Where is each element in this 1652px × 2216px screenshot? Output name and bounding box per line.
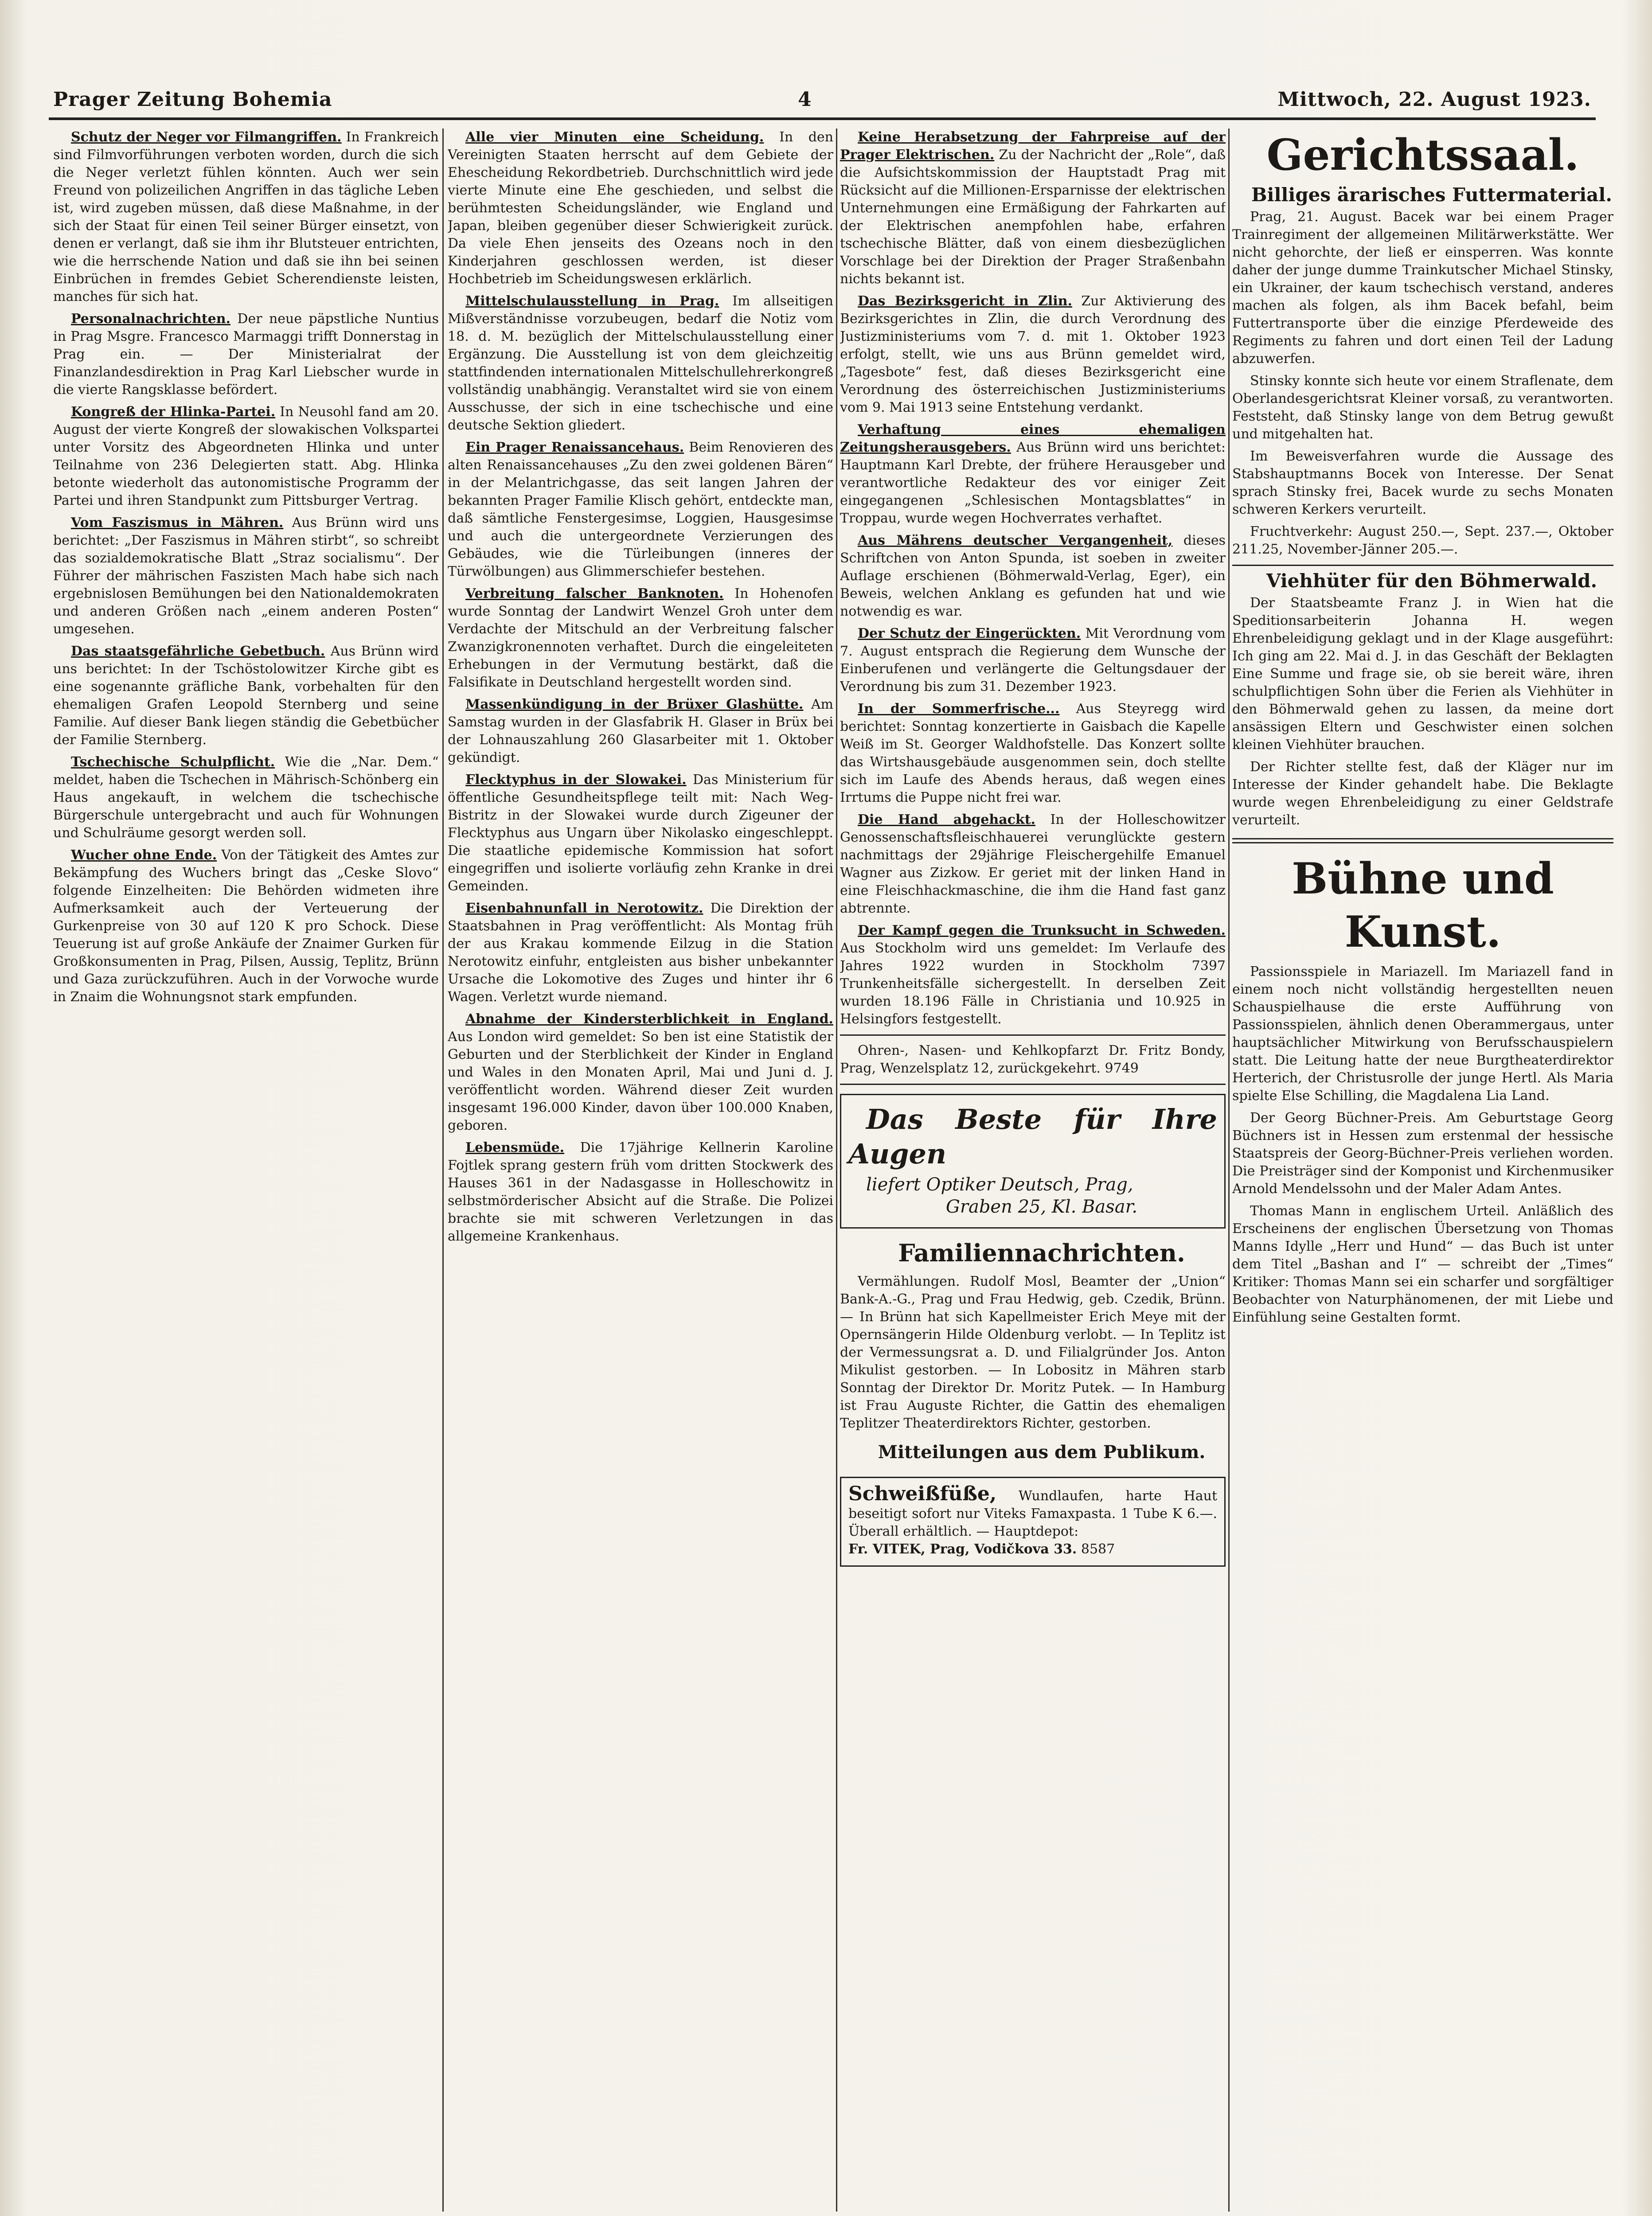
article-paragraph: Thomas Mann in englischem Urteil. Anläßlich des Erscheinens der englischen Übersetzung von Thomas Manns Idylle „Herr und Hund“ — das Buch ist unter dem Titel „Bashan and I“ — schreibt der „Times“ Kritiker: Thomas Mann sei ein scharfer und sorgfältiger Beobachter von Naturphänomenen, der mit Liebe und Einfühlung seine Gestalten formt. [1232,1203,1613,1325]
article-body: Am Samstag wurden in der Glasfabrik H. Glaser in Brüx bei der Lohnauszahlung 260 Glasarbeiter mit 1. Oktober gekündigt. [448,697,833,765]
column-rule [1228,129,1230,2212]
divider [840,1084,1226,1085]
article-body: Wie die „Nar. Dem.“ meldet, haben die Tschechen in Mährisch-Schönberg ein Haus angekauft, in welchem die tschechische Bürgerschule untergebracht und auch für Wohnungen und Schulräume gesorgt werden soll. [53,754,439,841]
article-paragraph: Passionsspiele in Mariazell. Im Mariazell fand in einem noch nicht vollständig hergestellten neuen Schauspielhause die erste Aufführung von Passionsspielen, ähnlich denen Oberammergaus, unter hauptsächlicher Mitwirkung von Berufsschauspielern statt. Die Leitung hatte der neue Burgtheaterdirektor Herterich, der Christusrolle der junge Hertl. Als Maria spielte Else Schilling, die Magdalena Lia Land. [1232,964,1613,1104]
article [53,753,439,842]
article-body: Im allseitigen Mißverständnisse vorzubeugen, bedarf die Notiz vom 18. d. M. bezüglich der Mittelschulausstellung einer Ergänzung. Die Ausstellung ist von dem gleichzeitig stattfindenden internationalen Mittelschullehrerkongreß vollständig unabhängig. Veranstaltet wird sie von einem Ausschusse, der sich in eine tschechische und eine deutsche Sektion gliedert. [448,293,833,433]
article-body: In Frankreich sind Filmvorführungen verboten worden, durch die sich die Neger verletzt fühlen könnten. Auch wer sein Freund von polizeilichen Angriffen in das tägliche Leben ist, wird zugeben müssen, daß diese Maßnahme, in der sich der Staat für einen Teil seiner Bürger einsetzt, von denen er verlangt, daß sie ihm ihr Blutsteuer entrichten, wie die herrschende Nation und daß sie ihn bei seinen Einbrüchen in fremdes Gebiet Scherendienste leisten, manches für sich hat. [53,129,439,304]
article-paragraph: Der Richter stellte fest, daß der Kläger nur im Interesse der Kinder gehandelt habe. Die Beklagte wurde wegen Ehrenbeleidigung zu einer Geldstrafe verurteilt. [1232,759,1613,828]
article-headline: Billiges ärarisches Futtermaterial. [1251,184,1612,206]
article [53,643,439,749]
ad-address: Fr. VITEK, Prag, Vodičkova 33. [848,1541,1077,1557]
column-2 [448,129,833,2212]
article [448,1139,833,1245]
article-headline: Eisenbahnunfall in Nerotowitz. [465,901,703,916]
article-headline: Wucher ohne Ende. [71,847,217,863]
article-body: Der neue päpstliche Nuntius in Prag Msgre. Francesco Marmaggi trifft Donnerstag in Prag ein. — Der Ministerialrat der Finanzlandesdirektion in Prag Karl Liebscher wurde in die vierte Rangsklasse befördert. [53,311,439,398]
article-body: Mit Verordnung vom 7. August entsprach die Regierung dem Wunsche der Einberufenen und verlängerte die Geltungsdauer der Verordnung bis zum 31. Dezember 1923. [840,626,1226,694]
article-headline: Mittelschulausstellung in Prag. [465,293,719,309]
article-headline: Verhaftung eines ehemaligen Zeitungsherausgebers. [840,422,1226,455]
article-headline: Massenkündigung in der Brüxer Glashütte. [465,697,804,712]
article-headline: Der Schutz der Eingerückten. [858,626,1081,641]
article-headline: Verbreitung falscher Banknoten. [465,586,724,601]
article-paragraph: Der Georg Büchner-Preis. Am Geburtstage Georg Büchners ist in Hessen zum erstenmal der hessische Staatspreis der Georg-Büchner-Preis verliehen worden. Die Preisträger sind der Komponist und Kirchenmusiker Arnold Mendelssohn und der Maler Adam Antes. [1232,1110,1613,1197]
article-headline: Der Kampf gegen die Trunksucht in Schweden. [858,923,1226,938]
article-headline: Vom Faszismus in Mähren. [71,515,284,531]
article-paragraph: Im Beweisverfahren wurde die Aussage des Stabshauptmanns Bocek von Interesse. Der Senat sprach Stinsky frei, Bacek wurde zu sechs Monaten schweren Kerkers verurteilt. [1232,449,1613,517]
newspaper-name: Prager Zeitung Bohemia [53,88,332,111]
article-body: Aus Brünn wird uns berichtet: In der Tschöstolowitzer Kirche gibt es eine sogenannte gräfliche Bank, vorbehalten für den ehemaligen Grafen Leopold Sternberg und seine Familie. Auf dieser Bank liegen ständig die Gebetbücher der Familie Sternberg. [53,644,439,748]
article [448,585,833,691]
article [840,700,1226,807]
column-1 [53,129,439,2212]
foot-remedy-advertisement [840,1477,1226,1567]
section-title-court: Gerichtssaal. [1266,130,1579,180]
article [53,514,439,638]
article [448,696,833,767]
article-body: Zu der Nachricht der „Role“, daß die Aufsichtskommission der Hauptstadt Prag mit Rücksicht auf die Millionen-Ersparnisse der elektrischen Unternehmungen eine Ermäßigung der Fahrkarten auf der Elektrischen anempfohlen habe, erfahren tschechische Blätter, daß von einem diesbezüglichen Vorschlage bei der Direktion der Prager Straßenbahn nichts bekannt ist. [840,147,1226,287]
article-body: In Neusohl fand am 20. August der vierte Kongreß der slowakischen Volkspartei unter Vorsitz des Abgeordneten Hlinka und unter Teilnahme von 236 Delegierten statt. Abg. Hlinka betonte wiederholt das autonomistische Programm der Partei und ihren Standpunkt zum Pittsburger Vertrag. [53,404,439,508]
article [448,771,833,895]
ad-number: 8587 [1081,1541,1115,1557]
article-headline: Ein Prager Renaissancehaus. [465,440,684,455]
divider [840,1034,1226,1036]
article-headline: Tschechische Schulpflicht. [71,754,275,770]
article-headline: Das staatsgefährliche Gebetbuch. [71,644,325,659]
article-headline: Die Hand abgehackt. [858,812,1035,827]
ad-line: liefert Optiker Deutsch, Prag, [866,1174,1133,1195]
article-body: Das Ministerium für öffentliche Gesundheitspflege teilt mit: Nach Weg-Bistritz in der Slowakei wurde durch Zigeuner der Flecktyphus aus Ungarn über Nikolasko eingeschleppt. Die staatliche epidemische Kommission hat sofort eingegriffen und isolierte vorläufig zehn Kranke in drei Gemeinden. [448,772,833,894]
column-rule [442,129,444,2212]
article-headline: Flecktyphus in der Slowakei. [465,772,687,788]
article-headline: Aus Mährens deutscher Vergangenheit, [858,533,1173,548]
article-headline: Kongreß der Hlinka-Partei. [71,404,276,420]
section-title-public: Mitteilungen aus dem Publikum. [878,1442,1206,1463]
article [53,847,439,1006]
article [53,310,439,399]
page-header [49,86,1596,120]
article-paragraph: Der Staatsbeamte Franz J. in Wien hat die Speditionsarbeiterin Johanna H. wegen Ehrenbeleidigung geklagt und in der Klage ausgeführt: Ich ging am 22. Mai d. J. in das Geschäft der Beklagten Eine Summe und frage sie, ob sie bereit wäre, ihren schulpflichtigen Sohn über die Ferien als Viehhüter in den Böhmerwald gehen zu lassen, da meine dort ansässigen Eltern und Geschwister einen solchen kleinen Viehhüter brauchen. [1232,595,1613,753]
page-number: 4 [798,88,812,111]
article [840,129,1226,288]
article [53,403,439,510]
column-3 [840,129,1226,2212]
doctor-notice: Ohren-, Nasen- und Kehlkopfarzt Dr. Fritz Bondy, Prag, Wenzelsplatz 12, zurückgekehrt. 9749 [840,1043,1226,1076]
article-body: Die Direktion der Staatsbahnen in Prag veröffentlicht: Als Montag früh der aus Krakau kommende Eilzug in die Station Nerotowitz einfuhr, entgleisten aus bisher unbekannter Ursache die Lokomotive des Zuges und hinter ihr 6 Wagen. Verletzt wurde niemand. [448,901,833,1005]
divider [1232,838,1613,843]
article [448,129,833,288]
article-body: Aus London wird gemeldet: So ben ist eine Statistik der Geburten und der Sterblichkeit der Kinder in England und Wales in den Monaten April, Mai und Juni d. J. veröffentlicht worden. Während dieser Zeit wurden insgesamt 196.000 Kinder, davon über 100.000 Knaben, geboren. [448,1029,833,1133]
column-4 [1232,129,1613,2212]
article-body: Aus Stockholm wird uns gemeldet: Im Verlaufe des Jahres 1922 wurden in Stockholm 7397 Trunkenheitsfälle sichergestellt. In derselben Zeit wurden 18.196 Fälle in Christiania und 10.925 in Helsingfors festgestellt. [840,940,1226,1027]
article-headline: Abnahme der Kindersterblichkeit in England. [465,1011,833,1027]
article-body: Zur Aktivierung des Bezirksgerichtes in Zlin, die durch Verordnung des Justizministeriums vom 7. d. mit 1. Oktober 1923 erfolgt, stellt, wie uns aus Brünn gemeldet wird, „Tagesbote“ fest, daß dieses Bezirksgericht eine Verordnung des österreichischen Justizministeriums vom 9. Mai 1913 seine Entstehung verdankt. [840,293,1226,415]
article-paragraph: Prag, 21. August. Bacek war bei einem Prager Trainregiment der allgemeinen Militärwerkstätte. Wer nicht gehorchte, der ließ er einsperren. Was konnte daher der junge dumme Trainkutscher Michael Stinsky, ein Ukrainer, der kaum tschechisch verstand, anderes machen als folgen, als ihm Bacek befahl, beim Futtertransporte über die einzige Pferdeweide des Regiments zu fahren und dort einen Teil der Ladung abzuwerfen. [1232,209,1613,367]
article [53,129,439,306]
article-paragraph: Stinsky konnte sich heute vor einem Straflenate, dem Oberlandesgerichtsrat Kleiner vorsaß, zu verantworten. Feststeht, daß Stinsky lange von dem Betrug gewußt und mitgehalten hat. [1232,373,1613,442]
issue-date: Mittwoch, 22. August 1923. [1277,88,1591,111]
article [840,421,1226,527]
ad-body: Wundlaufen, harte Haut beseitigt sofort nur Viteks Famaxpasta. 1 Tube K 6.—. Überall erhältlich. — Hauptdepot: [848,1488,1217,1539]
article [840,811,1226,917]
ad-headline: Das Beste für Ihre Augen [848,1103,1217,1170]
divider [1232,565,1613,566]
family-notices: Vermählungen. Rudolf Mosl, Beamter der „Union“ Bank-A.-G., Prag und Frau Hedwig, geb. Czedik, Brünn. — In Brünn hat sich Kapellmeister Erich Meye mit der Opernsängerin Hilde Oldenburg verlobt. — In Teplitz ist der Vermessungsrat a. D. und Filialgründer Jos. Anton Mikulist gestorben. — In Lobositz in Mähren starb Sonntag der Direktor Dr. Moritz Putek. — In Hamburg ist Frau Auguste Richter, die Gattin des ehemaligen Teplitzer Theaterdirektors Richter, gestorben. [840,1274,1226,1431]
article-headline: In der Sommerfrische... [858,701,1060,717]
article-headline: Viehhüter für den Böhmerwald. [1266,570,1597,592]
article-body: In der Holleschowitzer Genossenschaftsfleischhauerei verunglückte gestern nachmittags der 29jährige Fleischergehilfe Emanuel Wagner aus Zizkow. Er geriet mit der linken Hand in eine Fleischhackmaschine, die ihm die Hand fast ganz abtrennte. [840,812,1226,916]
section-title-family: Familiennachrichten. [898,1239,1185,1267]
article-body: Die 17jährige Kellnerin Karoline Fojtlek sprang gestern früh vom dritten Stockwerk des Hauses 361 in der Nadasgasse in Holleschowitz in selbstmörderischer Absicht auf die Straße. Die Polizei brachte sie mit schweren Verletzungen in das allgemeine Krankenhaus. [448,1140,833,1244]
article-body: Von der Tätigkeit des Amtes zur Bekämpfung des Wuchers bringt das „Ceske Slovo“ folgende Einzelheiten: Die Behörden widmeten ihre Aufmerksamkeit auch der Verteuerung der Gurkenpreise von 30 auf 120 K pro Schock. Diese Teuerung ist auf große Ankäufe der Znaimer Gurken für Großkonsumenten in Prag, Pilsen, Aussig, Teplitz, Brünn und Gaza zurückzuführen. Auch in der Vorwoche wurde in Znaim die Wohnungsnot stark empfunden. [53,847,439,1005]
article-body: In den Vereinigten Staaten herrscht auf dem Gebiete der Ehescheidung Rekordbetrieb. Durchschnittlich wird jede vierte Minute eine Ehe geschieden, und selbst die berühmtesten Scheidungsländer, wie England und Japan, bleiben gegenüber dieser Schwierigkeit zurück. Da viele Ehen jenseits des Ozeans noch in den Kinderjahren geschlossen werden, ist dieser Hochbetrieb im Scheidungswesen erklärlich. [448,129,833,287]
section-title-stage: Bühne und Kunst. [1292,854,1554,957]
article-body: Aus Brünn wird uns berichtet: „Der Faszismus in Mähren stirbt“, so schreibt das sozialdemokratische Blatt „Straz socialismu“. Der Führer der mährischen Faszisten Mach habe sich nach ergebnislosen Bemühungen bei den Nationaldemokraten und anderen Größen nach „einem anderen Posten“ umgesehen. [53,515,439,637]
article [448,1010,833,1135]
article-headline: Keine Herabsetzung der Fahrpreise auf der Prager Elektrischen. [840,129,1226,163]
article [840,625,1226,696]
article [840,293,1226,417]
column-rule [836,129,837,2212]
article-body: Aus Brünn wird uns berichtet: Hauptmann Karl Drebte, der frühere Herausgeber und verantwortliche Redakteur des vor einiger Zeit eingegangenen „Schlesischen Montagsblattes“ in Troppau, wurde wegen Hochverrates verhaftet. [840,440,1226,526]
ad-address: Graben 25, Kl. Basar. [945,1197,1138,1217]
article-headline: Das Bezirksgericht in Zlin. [858,293,1072,309]
article [448,900,833,1006]
article-body: In Hohenofen wurde Sonntag der Landwirt Wenzel Groh unter dem Verdachte der Mitschuld an der Verbreitung falscher Zwanzigkronennoten verhaftet. Durch die eingeleiteten Erhebungen in der Vermutung bestärkt, daß die Falsifikate in Deutschland hergestellt worden sind. [448,586,833,690]
article-body: Aus Steyregg wird berichtet: Sonntag konzertierte in Gaisbach die Kapelle Weiß im St. Georger Waldhofstelle. Das Konzert sollte das Wirtshausgebäude ausgenommen sein, doch stellte sich im Laufe des Abends heraus, daß wegen eines Irrtums die Puppe nicht frei war. [840,701,1226,805]
article [840,922,1226,1028]
article-body: dieses Schriftchen von Anton Spunda, ist soeben in zweiter Auflage erschienen (Böhmerwald-Verlag, Eger), ein Beweis, welchen Anklang es gefunden hat und wie notwendig es war. [840,533,1226,619]
ad-headline: Schweißfüße, [848,1483,997,1505]
article-headline: Alle vier Minuten eine Scheidung. [465,129,764,145]
article [840,532,1226,620]
article [448,293,833,434]
article-body: Beim Renovieren des alten Renaissancehauses „Zu den zwei goldenen Bären“ in der Melantrichgasse, das seit langen Jahren der bekannten Prager Familie Klisch gehört, entdeckte man, daß sämtliche Fenstergesimse, Loggien, Hausgesimse und auch die untergeordnete Verzierungen des Gebäudes, wie die Türleibungen (inneres der Türwölbungen) aus Glimmerschiefer bestehen. [448,440,833,579]
article-headline: Schutz der Neger vor Filmangriffen. [71,129,342,145]
article [448,439,833,581]
article-headline: Personalnachrichten. [71,311,230,327]
article-headline: Lebensmüde. [465,1140,565,1155]
optiker-advertisement [840,1094,1226,1229]
market-report: Fruchtverkehr: August 250.—, Sept. 237.—, Oktober 211.25, November-Jänner 205.—. [1232,524,1613,557]
